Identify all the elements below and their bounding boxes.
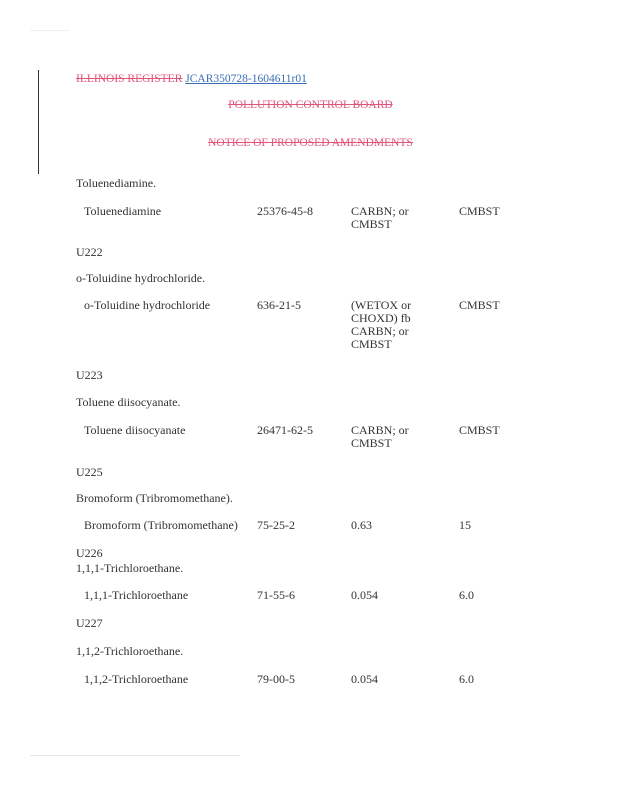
nonwastewater-standard: CMBST: [459, 423, 500, 437]
waste-code: U223: [76, 368, 103, 382]
waste-code: U227: [76, 616, 103, 630]
chemical-name: o-Toluidine hydrochloride: [84, 298, 211, 312]
waste-code: U225: [76, 465, 103, 479]
nonwastewater-standard: 6.0: [459, 588, 474, 602]
cas-number: 26471-62-5: [257, 423, 313, 437]
cas-number: 636-21-5: [257, 298, 301, 312]
board-title: POLLUTION CONTROL BOARD: [228, 99, 393, 111]
chemical-name: Toluene diisocyanate: [84, 423, 186, 437]
register-struck-text: ILLINOIS REGISTER: [76, 73, 183, 85]
nonwastewater-standard: 15: [459, 518, 471, 532]
register-line: [76, 72, 307, 86]
chemical-name: 1,1,2-Trichloroethane: [84, 672, 189, 686]
chemical-heading: Toluenediamine.: [76, 176, 157, 190]
waste-code: U222: [76, 245, 103, 259]
scan-artifact: [30, 30, 70, 31]
revision-bar: [38, 70, 39, 174]
footer-rule: [30, 755, 240, 756]
chemical-heading: 1,1,2-Trichloroethane.: [76, 644, 184, 658]
wastewater-standard: CARBN; or CMBST: [351, 423, 409, 450]
chemical-heading: o-Toluidine hydrochloride.: [76, 271, 206, 285]
chemical-heading: 1,1,1-Trichloroethane.: [76, 561, 184, 575]
wastewater-standard: 0.054: [351, 672, 378, 686]
cas-number: 71-55-6: [257, 588, 295, 602]
wastewater-standard: 0.63: [351, 518, 372, 532]
cas-number: 79-00-5: [257, 672, 295, 686]
notice-title: NOTICE OF PROPOSED AMENDMENTS: [208, 137, 413, 149]
register-inserted-text: JCAR350728-1604611r01: [185, 73, 307, 85]
chemical-name: Bromoform (Tribromomethane): [84, 518, 238, 532]
nonwastewater-standard: CMBST: [459, 204, 500, 218]
chemical-name: Toluenediamine: [84, 204, 162, 218]
wastewater-standard: CARBN; or CMBST: [351, 204, 409, 231]
nonwastewater-standard: CMBST: [459, 298, 500, 312]
chemical-heading: Bromoform (Tribromomethane).: [76, 491, 233, 505]
nonwastewater-standard: 6.0: [459, 672, 474, 686]
chemical-name: 1,1,1-Trichloroethane: [84, 588, 189, 602]
wastewater-standard: 0.054: [351, 588, 378, 602]
cas-number: 25376-45-8: [257, 204, 313, 218]
chemical-heading: Toluene diisocyanate.: [76, 395, 181, 409]
cas-number: 75-25-2: [257, 518, 295, 532]
wastewater-standard: (WETOX or CHOXD) fb CARBN; or CMBST: [351, 298, 412, 351]
waste-code: U226: [76, 546, 103, 560]
